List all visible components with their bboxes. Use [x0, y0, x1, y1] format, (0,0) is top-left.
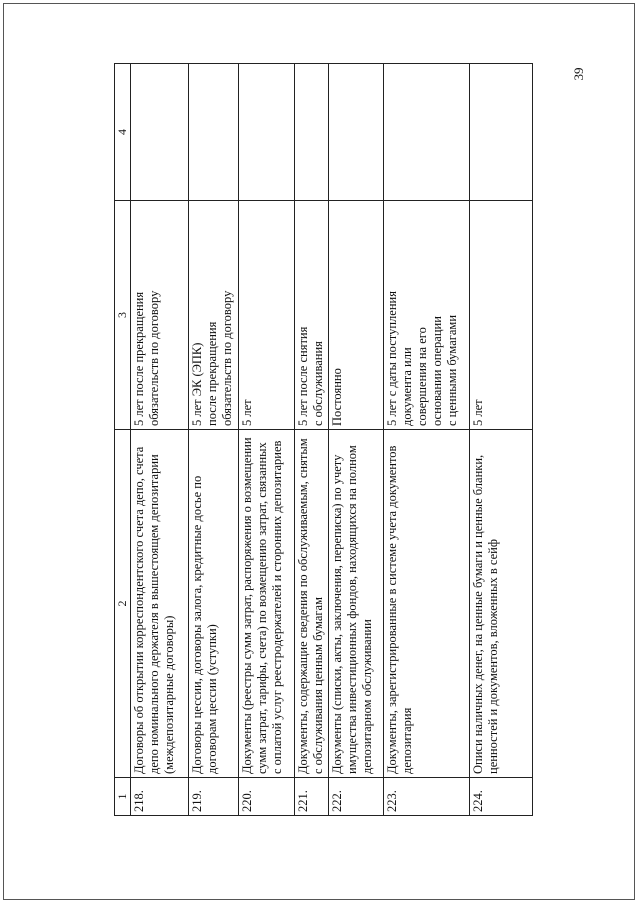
text-line: ценностей и документов, вложенных в сейф	[486, 539, 500, 774]
retention-term	[329, 201, 384, 430]
row-number: 218.	[131, 778, 189, 816]
text-line: имущества инвестиционных фондов, находящихся на полном	[345, 445, 359, 774]
text-line: документа или	[400, 347, 414, 426]
text-line: совершения на его	[415, 327, 429, 426]
table-header-row	[115, 64, 131, 816]
text-line: с обслуживания	[311, 341, 325, 426]
retention-term	[189, 201, 239, 430]
note-cell	[329, 64, 384, 201]
table-row	[384, 64, 470, 816]
text-line: после прекращения	[205, 321, 219, 426]
note-cell	[384, 64, 470, 201]
text-line: с ценными бумагами	[445, 314, 459, 426]
row-number: 222.	[329, 778, 384, 816]
text-line: депо номинального держателя в вышестоящем депозитарии	[147, 454, 161, 774]
retention-term	[470, 201, 533, 430]
rotated-table-container	[114, 64, 530, 816]
note-cell	[239, 64, 295, 201]
retention-term	[239, 201, 295, 430]
document-description	[131, 430, 189, 778]
header-col-4: 4	[115, 64, 131, 201]
text-line: Документы, зарегистрированные в системе учета документов	[385, 445, 399, 774]
text-line: Договоры об открытии корреспондентского счета депо, счета	[132, 446, 146, 774]
table-row	[239, 64, 295, 816]
document-description	[295, 430, 329, 778]
text-line: Описи наличных денег, на ценные бумаги и ценные бланки,	[471, 454, 485, 774]
text-line: 5 лет после прекращения	[132, 291, 146, 426]
text-line: 5 лет с даты поступления	[385, 291, 399, 426]
document-description	[470, 430, 533, 778]
table-row	[329, 64, 384, 816]
text-line: Документы (списки, акты, заключения, переписка) по учету	[330, 454, 344, 774]
document-description	[329, 430, 384, 778]
text-line: Договоры цессии, договоры залога, кредитные досье по	[190, 475, 204, 774]
note-cell	[189, 64, 239, 201]
text-line: 5 лет после снятия	[296, 326, 310, 426]
text-line: Документы (реестры сумм затрат, распоряжения о возмещении	[240, 437, 254, 774]
text-line: 5 лет ЭК (ЭПК)	[190, 342, 204, 426]
header-col-2: 2	[115, 430, 131, 778]
document-description	[189, 430, 239, 778]
page-number: 39	[571, 67, 586, 81]
records-retention-table	[114, 63, 533, 816]
document-description	[384, 430, 470, 778]
retention-term	[295, 201, 329, 430]
table-row	[295, 64, 329, 816]
document-description	[239, 430, 295, 778]
table-row	[131, 64, 189, 816]
text-line: основании операции	[430, 316, 444, 426]
text-line: сумм затрат, тарифы, счета) по возмещению затрат, связанных	[255, 442, 269, 774]
text-line: обязательств по договору	[147, 290, 161, 426]
header-col-3: 3	[115, 201, 131, 430]
text-line: обязательств по договору	[220, 290, 234, 426]
row-number: 223.	[384, 778, 470, 816]
text-line: депозитарном обслуживании	[360, 619, 374, 774]
text-line: с обслуживания ценным бумагам	[311, 597, 325, 774]
table-rotation-wrapper	[114, 64, 530, 816]
retention-term	[131, 201, 189, 430]
text-line: 5 лет	[240, 399, 254, 426]
text-line: договорам цессии (уступки)	[205, 624, 219, 774]
header-col-1: 1	[115, 778, 131, 816]
text-line: с оплатой услуг реестродержателей и сторонних депозитариев	[270, 440, 284, 774]
text-line: Документы, содержащие сведения по обслуживаемым, снятым	[296, 438, 310, 774]
text-line: Постоянно	[330, 368, 344, 426]
text-line: 5 лет	[471, 399, 485, 426]
row-number: 224.	[470, 778, 533, 816]
text-line: (междепозитарные договоры)	[162, 615, 176, 774]
text-line: депозитария	[400, 707, 414, 774]
row-number: 221.	[295, 778, 329, 816]
table-row	[189, 64, 239, 816]
note-cell	[131, 64, 189, 201]
row-number: 220.	[239, 778, 295, 816]
retention-term	[384, 201, 470, 430]
note-cell	[295, 64, 329, 201]
table-row	[470, 64, 533, 816]
row-number: 219.	[189, 778, 239, 816]
note-cell	[470, 64, 533, 201]
